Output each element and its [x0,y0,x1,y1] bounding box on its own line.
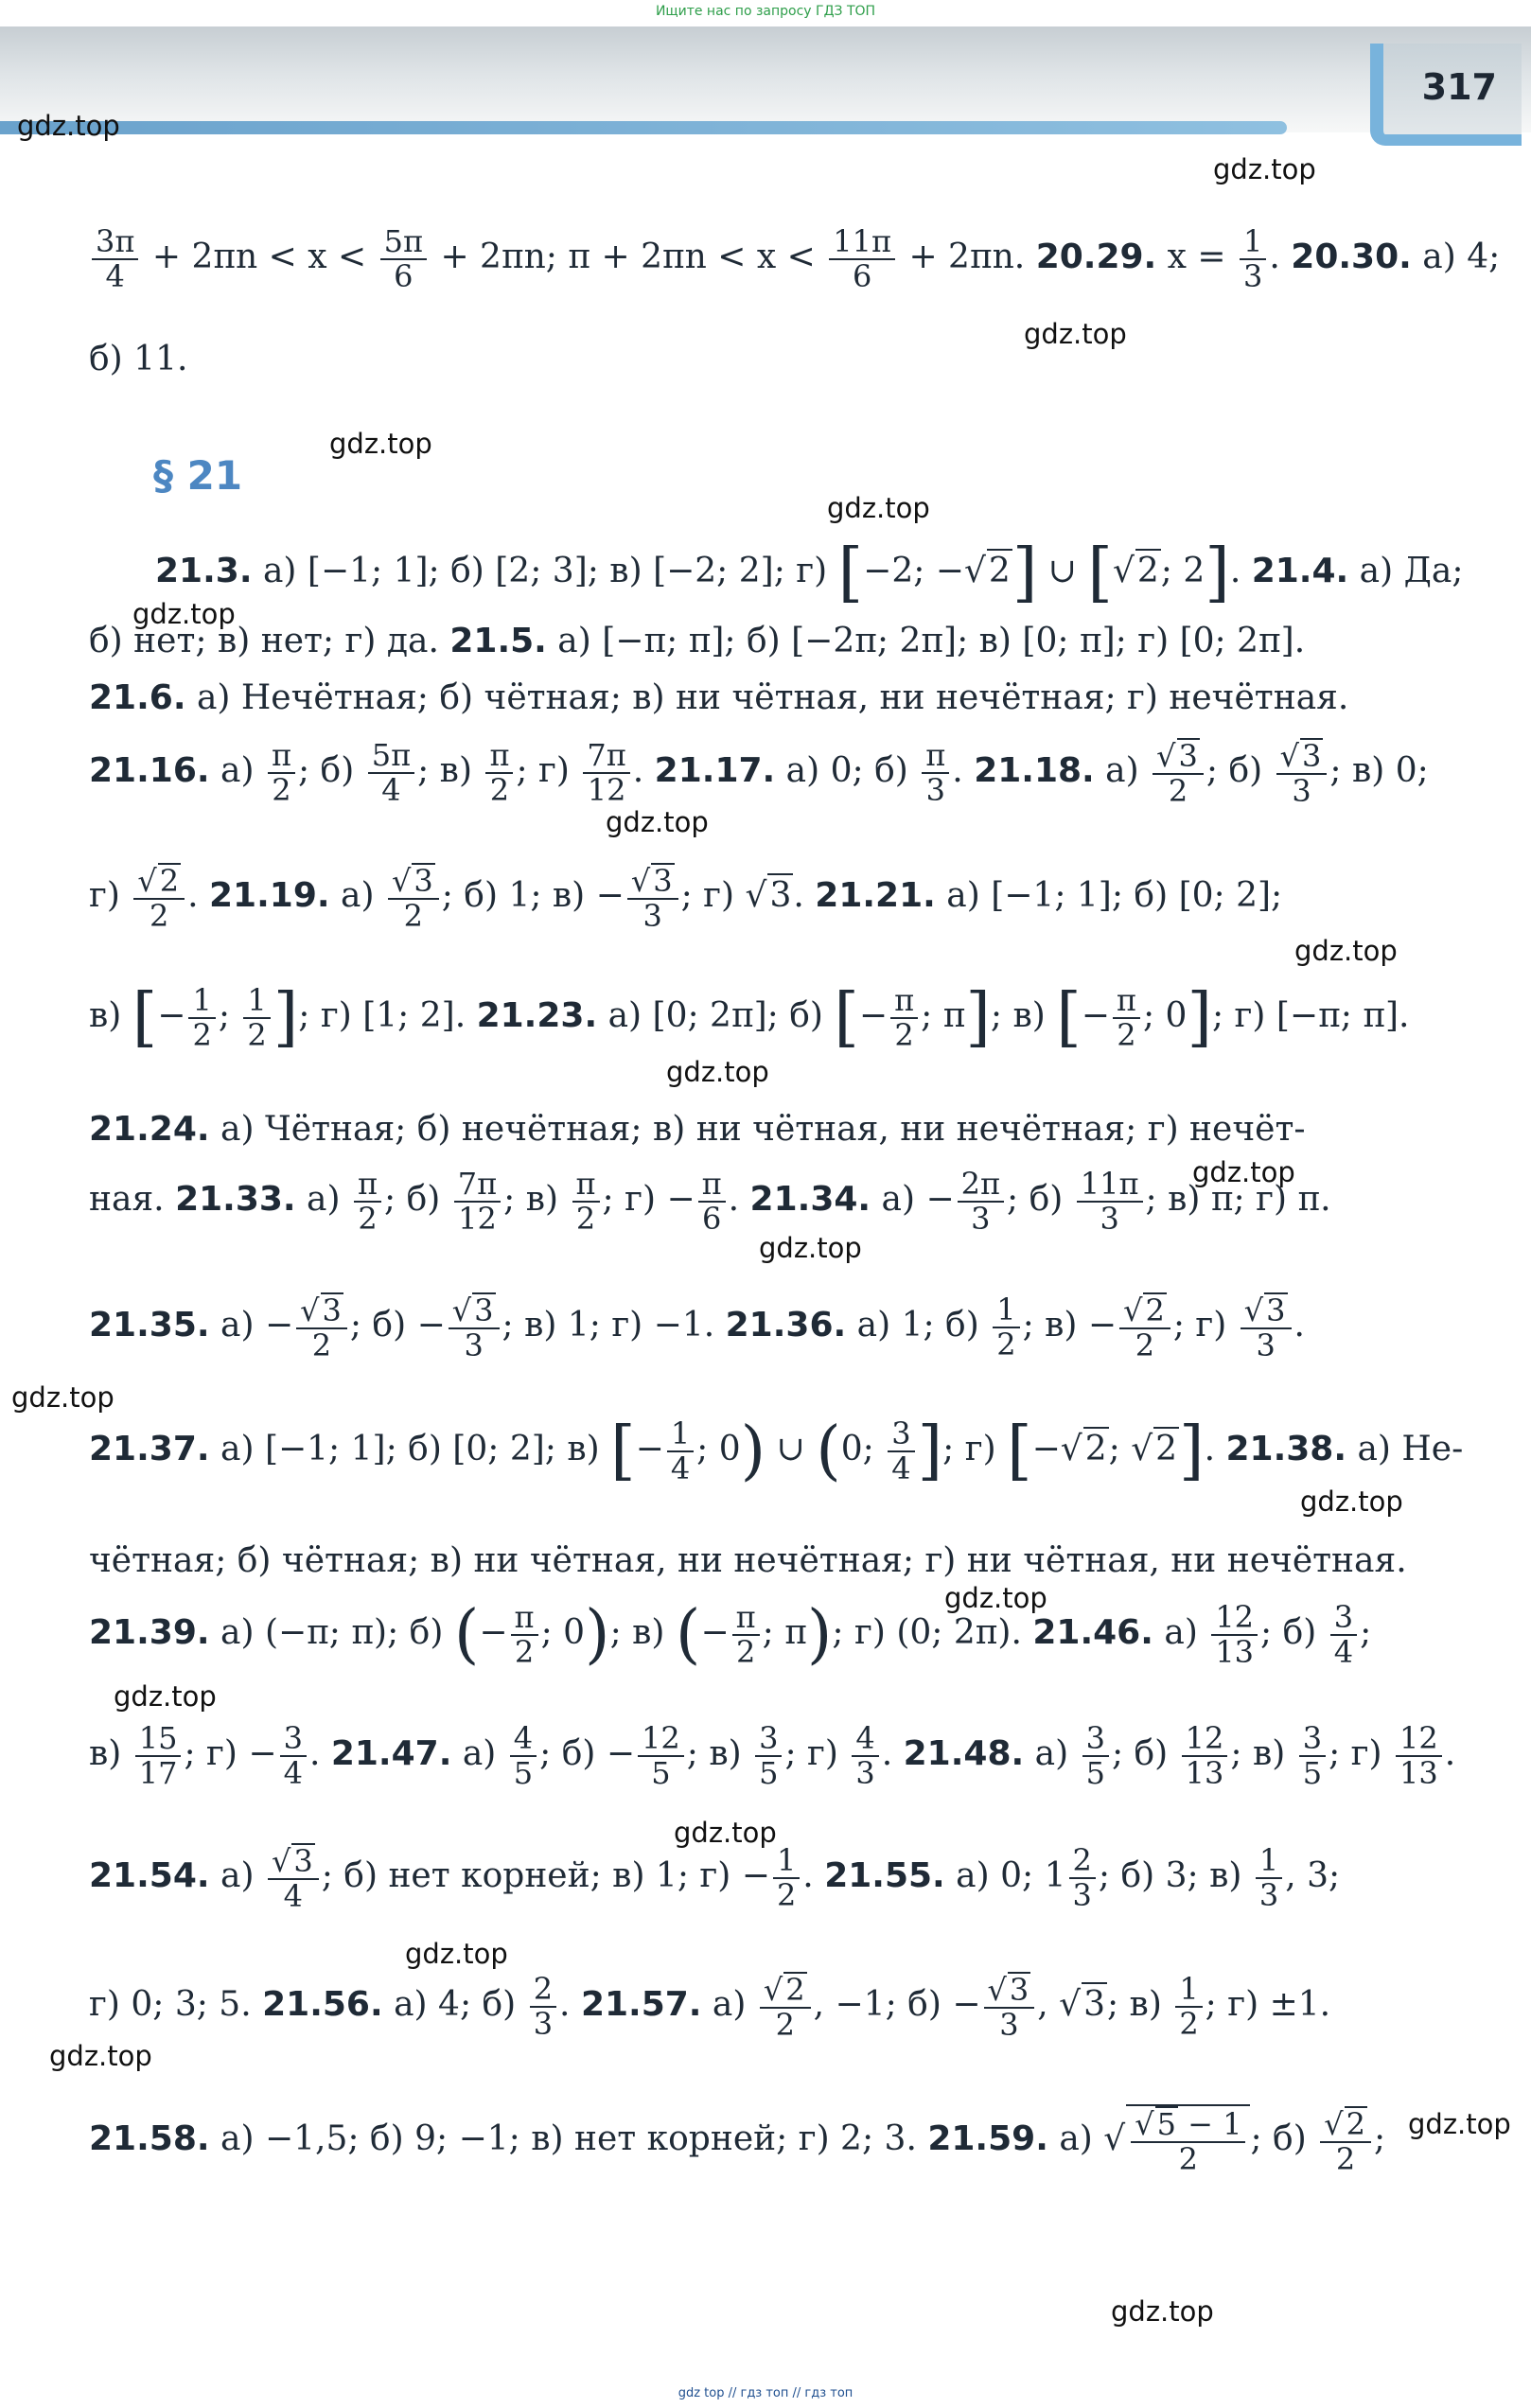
page-number: 317 [1421,66,1497,108]
answer-line: 21.16. а) $\frac{\pi}{2}$ ; б) $\frac{5\pi}{4}$ ; в) $\frac{\pi}{2}$ ; г) $\frac{7\pi}{12}$ . 21.17. а) 0; б) $\frac{\pi}{3}$ . 21.18. а) $\frac{√3}{2}$ ; б) $\frac{√3}{3}$ ; в) 0; [89,737,1429,810]
header-accent-line [0,121,1287,134]
answer-line: г) $\frac{√2}{2}$ . 21.19. а) $\frac{√3}{2}$ ; б) 1; в) − $\frac{√3}{3}$ ; г) √3. 21.21. а) [−1; 1]; б) [0; 2]; [89,863,1283,935]
top-banner-text: Ищите нас по запросу ГДЗ ТОП [655,4,876,19]
answer-line: б) 11. [89,340,188,378]
watermark: gdz.top [674,1817,777,1849]
watermark: gdz.top [1192,1156,1295,1188]
bottom-banner-text: gdz top // гдз топ // гдз топ [678,2386,853,2400]
answer-line: в) [− $\frac{1}{2}$ ; $\frac{1}{2}$ ]; г) [1; 2]. 21.23. а) [0; 2π]; б) [− $\frac{\pi}{2}$ ; π]; в) [− $\frac{\pi}{2}$ ; 0]; г) [−π; π]. [89,980,1410,1056]
watermark: gdz.top [114,1680,217,1713]
answer-line: 21.6. а) Нечётная; б) чётная; в) ни чётная, ни нечётная; г) нечётная. [89,678,1349,717]
watermark: gdz.top [827,492,930,524]
watermark: gdz.top [1024,318,1127,350]
answer-line: 21.35. а) − $\frac{√3}{2}$ ; б) − $\frac{√3}{3}$ ; в) 1; г) −1. 21.36. а) 1; б) $\frac{1}{2}$ ; в) − $\frac{√2}{2}$ ; г) $\frac{√3}{3}$ . [89,1292,1305,1364]
watermark: gdz.top [1213,153,1316,185]
watermark: gdz.top [944,1582,1047,1614]
answer-line: 21.24. а) Чётная; б) нечётная; в) ни чётная, ни нечётная; г) нечёт- [89,1110,1306,1149]
answer-line: чётная; б) чётная; в) ни чётная, ни нечётная; г) ни чётная, ни нечётная. [89,1541,1407,1580]
watermark: gdz.top [666,1056,769,1088]
section-title: § 21 [153,452,243,499]
watermark: gdz.top [1294,935,1398,967]
answer-line: 21.37. а) [−1; 1]; б) [0; 2]; в) [− $\frac{1}{4}$ ; 0) ∪ (0; $\frac{3}{4}$ ]; г) [−√2; √2]. 21.38. а) Не- [89,1414,1464,1489]
watermark: gdz.top [11,1381,114,1414]
watermark: gdz.top [329,428,432,460]
answer-line: 21.3. а) [−1; 1]; б) [2; 3]; в) [−2; 2]; г) [−2; −√2] ∪ [√2; 2]. 21.4. а) Да; [155,536,1464,610]
answer-line: $\frac{3\pi}{4}$ + 2πn < x < $\frac{5\pi}{6}$ + 2πn; π + 2πn < x < $\frac{11\pi}{6}$ + 2πn. 20.29. x = $\frac{1}{3}$ . 20.30. а) 4; [89,225,1340,293]
answer-line: 21.54. а) $\frac{√3}{4}$ ; б) нет корней; в) 1; г) − $\frac{1}{2}$ . 21.55. а) 0; 1 $\frac{2}{3}$ ; б) 3; в) $\frac{1}{3}$ , 3; [89,1842,1341,1915]
watermark: gdz.top [405,1938,508,1970]
watermark: gdz.top [17,110,120,142]
answer-line: г) 0; 3; 5. 21.56. а) 4; б) $\frac{2}{3}$ . 21.57. а) $\frac{√2}{2}$ , −1; б) − $\frac{√3}{3}$ , √3; в) $\frac{1}{2}$ ; г) ±1. [89,1971,1331,2044]
watermark: gdz.top [759,1232,862,1264]
watermark: gdz.top [1111,2295,1214,2328]
watermark: gdz.top [132,598,236,630]
answer-line: 21.39. а) (−π; π); б) (− $\frac{\pi}{2}$ ; 0); в) (− $\frac{\pi}{2}$ ; π); г) (0; 2π). 21.46. а) $\frac{12}{13}$ ; б) $\frac{3}{4}$ ; [89,1597,1372,1673]
answer-line: в) $\frac{15}{17}$ ; г) − $\frac{3}{4}$ . 21.47. а) $\frac{4}{5}$ ; б) − $\frac{12}{5}$ ; в) $\frac{3}{5}$ ; г) $\frac{4}{3}$ . 21.48. а) $\frac{3}{5}$ ; б) $\frac{12}{13}$ ; в) $\frac{3}{5}$ ; г) $\frac{12}{13}$ . [89,1720,1456,1792]
watermark: gdz.top [49,2040,152,2072]
watermark: gdz.top [1300,1485,1403,1518]
header-band [0,26,1531,132]
answer-line: б) нет; в) нет; г) да. 21.5. а) [−π; π]; б) [−2π; 2π]; в) [0; π]; г) [0; 2π]. [89,622,1306,660]
answer-line: ная. 21.33. а) $\frac{\pi}{2}$ ; б) $\frac{7\pi}{12}$ ; в) $\frac{\pi}{2}$ ; г) − $\frac{\pi}{6}$ . 21.34. а) − $\frac{2\pi}{3}$ ; б) $\frac{11\pi}{3}$ ; в) π; г) π. [89,1166,1331,1238]
answer-line: 21.58. а) −1,5; б) 9; −1; в) нет корней; г) 2; 3. 21.59. а) √ $\frac{√5 - 1}{2}$ ; б) $\frac{√2}{2}$ ; [89,2106,1386,2178]
watermark: gdz.top [1408,2108,1511,2140]
watermark: gdz.top [606,806,709,838]
